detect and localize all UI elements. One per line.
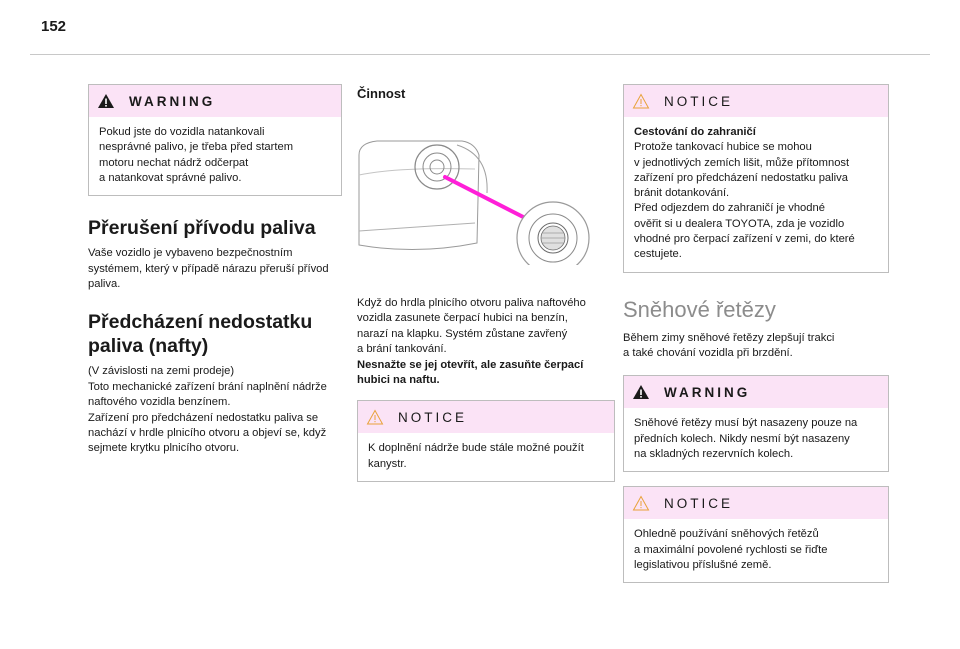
notice-label: NOTICE (664, 93, 734, 109)
notice-line: a maximální povolené rychlosti se řiďte (634, 543, 828, 556)
operation-text (357, 296, 611, 388)
paragraph-line: Když do hrdla plnicího otvoru paliva naftového (357, 297, 586, 309)
warning-box-header (624, 376, 888, 408)
paragraph-line-bold: hubici na naftu. (357, 374, 440, 387)
notice-triangle-icon (366, 409, 384, 425)
paragraph-line: (V závislosti na zemi prodeje) (88, 365, 235, 378)
warning-line: nesprávné palivo, je třeba před startem (99, 141, 294, 154)
warning-line: na skladných rezervních kolech. (634, 448, 794, 461)
notice-line: legislativou příslušné země. (634, 558, 772, 571)
paragraph-line: naftového vozidla benzínem. (88, 396, 231, 409)
notice-line: Protože tankovací hubice se mohou (634, 141, 812, 154)
notice-line: v jednotlivých zemích lišit, může přítomnost (634, 156, 850, 169)
column-left (88, 84, 342, 457)
notice-text (624, 117, 888, 272)
title-line: Předcházení nedostatku (88, 311, 313, 334)
notice-line: Před odjezdem do zahraničí je vhodné (634, 202, 825, 215)
paragraph-line: a také chování vozidla při brzdění. (623, 347, 793, 360)
warning-label: WARNING (664, 384, 751, 400)
fuel-cutoff-text (88, 246, 342, 292)
notice-line: bránit dotankování. (634, 187, 730, 200)
paragraph-line: sejmete krytku plnicího otvoru. (88, 442, 240, 455)
notice-text (358, 433, 614, 481)
warning-box-header (89, 85, 341, 117)
paragraph-line: narazí na klapku. Systém zůstane zavřený (357, 327, 568, 340)
top-rule (30, 54, 930, 55)
notice-line: cestujete. (634, 248, 682, 261)
paragraph-line: paliva. (88, 278, 121, 290)
paragraph-line: nachází v hrdle plnicího otvoru a objeví se, když (88, 427, 327, 440)
paragraph-line: Zařízení pro předcházení nedostatku paliva se (88, 411, 319, 424)
warning-line: Sněhové řetězy musí být nasazeny pouze na (634, 417, 858, 430)
misfuel-text (88, 364, 342, 456)
notice-box-header (624, 85, 888, 117)
notice-label: NOTICE (398, 409, 468, 425)
section-title-operation: Činnost (357, 86, 406, 101)
notice-label: NOTICE (664, 495, 734, 511)
warning-line: Pokud jste do vozidla natankovali (99, 126, 265, 138)
warning-triangle-icon (632, 384, 650, 400)
paragraph-line-bold: Nesnažte se jej otevřít, ale zasuňte čerpací (357, 358, 584, 371)
warning-box-snow-chains (623, 375, 889, 472)
warning-triangle-icon (97, 93, 115, 109)
section-title-snow-chains: Sněhové řetězy (623, 296, 776, 322)
column-middle (357, 84, 611, 482)
snow-chains-text (623, 331, 889, 362)
notice-line: kanystr. (368, 457, 407, 470)
warning-box-misfuel (88, 84, 342, 196)
section-title-fuel-cutoff: Přerušení přívodu paliva (88, 217, 316, 240)
notice-line: Ohledně používání sněhových řetězů (634, 528, 819, 541)
warning-line: a natankovat správné palivo. (99, 171, 242, 184)
fuel-filler-illustration (357, 115, 611, 265)
section-title-misfuel (88, 310, 342, 358)
paragraph-line: Vaše vozidlo je vybaveno bezpečnostním (88, 247, 293, 260)
notice-line: vhodné pro čerpací zařízení v zemi, do které (634, 233, 855, 246)
notice-box-travel (623, 84, 889, 273)
notice-line: zařízení pro předcházení nedostatku paliva (634, 171, 848, 184)
warning-label: WARNING (129, 93, 216, 109)
warning-line: předních kolech. Nikdy nesmí být nasazeny (634, 432, 850, 445)
paragraph-line: Během zimy sněhové řetězy zlepšují trakci (623, 331, 835, 344)
warning-text (89, 117, 341, 195)
paragraph-line: systémem, který v případě nárazu přeruší přívod (88, 262, 329, 275)
notice-box-legislation (623, 486, 889, 583)
notice-box-canister (357, 400, 615, 482)
notice-heading: Cestování do zahraničí (634, 126, 756, 138)
title-line: paliva (nafty) (88, 335, 209, 358)
notice-triangle-icon (632, 495, 650, 511)
warning-line: motoru nechat nádrž odčerpat (99, 156, 249, 169)
paragraph-line: a brání tankování. (357, 343, 447, 356)
notice-box-header (358, 401, 614, 433)
notice-line: K doplnění nádrže bude stále možné použít (368, 442, 584, 455)
paragraph-line: vozidla zasunete čerpací hubici na benzín, (357, 312, 568, 325)
warning-text (624, 408, 888, 471)
paragraph-line: Toto mechanické zařízení brání naplnění nádrže (88, 380, 327, 393)
page-number: 152 (41, 18, 67, 35)
notice-box-header (624, 487, 888, 519)
notice-line: ověřit si u dealera TOYOTA, zda je vozidlo (634, 217, 845, 230)
column-right (623, 84, 889, 583)
notice-text (624, 519, 888, 582)
notice-triangle-icon (632, 93, 650, 109)
